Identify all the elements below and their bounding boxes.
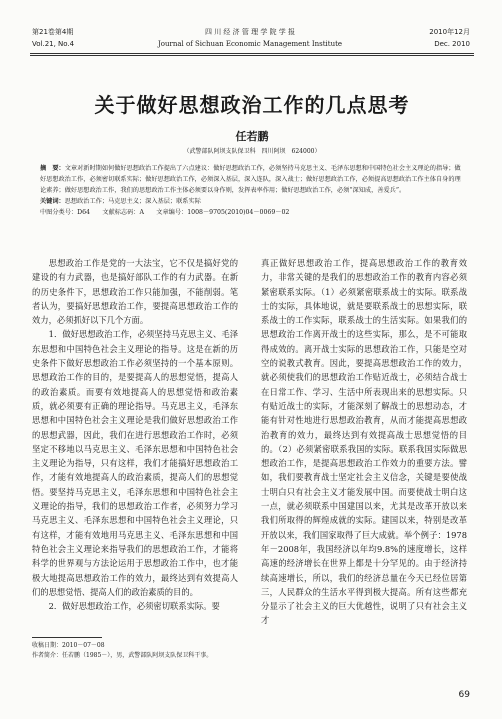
received-date: 收稿日期：2010－07－08 — [32, 642, 105, 649]
volume-issue-en: Vol.21, No.4 — [32, 40, 75, 48]
journal-volume-header — [32, 26, 74, 50]
keywords-text: 思想政治工作；马克思主义；深入基层；联系实际 — [64, 198, 201, 205]
journal-name-en: Journal of Sichuan Economic Management Institute — [157, 40, 343, 48]
keywords-line — [40, 196, 464, 207]
journal-name-header — [150, 26, 350, 50]
volume-issue-cn: 第21卷第4期 — [32, 28, 74, 36]
journal-name-cn: 四 川 经 济 管 理 学 院 学 报 — [204, 28, 296, 36]
footnote — [32, 641, 212, 661]
journal-date-header — [429, 26, 470, 50]
page-number: 69 — [458, 690, 470, 700]
body-column-left — [32, 256, 238, 613]
article-author: 任若鹏 — [235, 130, 269, 143]
body-paragraph: 思想政治工作是党的一大法宝，它不仅是搞好党的建设的有力武器，也是搞好部队工作的有力武器。在新的历史条件下，思想政治工作只能加强，不能削弱。笔者认为，要搞好思想政治工作，要提高思想政治工作的效力，必须抓好以下几个方面。 — [32, 258, 238, 326]
date-en: Dec. 2010 — [434, 40, 470, 48]
abstract-paragraph — [40, 163, 464, 196]
abstract-block — [40, 163, 464, 218]
article-title: 关于做好思想政治工作的几点思考 — [94, 93, 410, 117]
date-cn: 2010年12月 — [429, 28, 470, 36]
footnote-rule — [32, 637, 102, 638]
author-bio: 作者简介：任若鹏（1985－），男，武警部队阿坝支队保卫科干事。 — [32, 652, 213, 659]
keywords-label: 关键词： — [40, 198, 65, 205]
author-affiliation: （武警部队阿坝支队保卫科 四川阿坝 624000） — [183, 148, 321, 155]
body-paragraph: 2．做好思想政治工作，必须密切联系实际。要 — [48, 601, 220, 612]
abstract-text: 文章对新时期如何做好思想政治工作提出了六点建议：做好思想政治工作，必须坚持马克思主义、毛泽东思想和中国特色社会主义理论的指导；做好思想政治工作，必须密切联系实际；做好思想政治工作，必须深入基层，深入连队，深入战士；做好思想政治工作，必须提高思想政治工作主体自身的理论素养；做好思想政治工作，我们的思想政治工作主体必须要以身作则，发挥表率作用；做好思想政治工作，必须“深知成，善爱兵”。 — [40, 165, 461, 194]
abstract-label: 摘 要： — [40, 165, 65, 172]
classification-line: 中图分类号：D64 文献标志码：A 文章编号：1008－9705(2010)04－0069－02 — [40, 209, 290, 216]
header-rule-thin — [30, 55, 474, 56]
body-paragraph: 1．做好思想政治工作，必须坚持马克思主义、毛泽东思想和中国特色社会主义理论的指导。这是在新的历史条件下做好思想政治工作必须坚持的一个基本原则。思想政治工作的目的，是要提高人的思想觉悟，提高人的政治素质。而要有效地提高人的思想觉悟和政治素质，就必须要有正确的理论指导。马克思主义，毛泽东思想和中国特色社会主义理论是我们做好思想政治工作的思想武器，因此，我们在进行思想政治工作时，必须坚定不移地以马克思主义、毛泽东思想和中国特色社会主义理论为指导，只有这样，我们才能搞好思想政治工作，才能有效地提高人的政治素质，提高人们的思想觉悟。要坚持马克思主义，毛泽东思想和中国特色社会主义理论的指导，我们的思想政治工作者，必须努力学习马克思主义、毛泽东思想和中国特色社会主义理论，只有这样，才能有效地用马克思主义、毛泽东思想和中国特色社会主义理论来指导我们的思想政治工作，才能将科学的世界观与方法论运用于思想政治工作中，也才能极大地提高思想政治工作的效力，最终达到有效提高人们的思想觉悟、提高人们的政治素质的目的。 — [32, 329, 238, 597]
body-paragraph: 真正做好思想政治工作，提高思想政治工作的教育效力，非常关键的是我们的思想政治工作的教育内容必须紧密联系实际。（1）必须紧密联系战士的实际。联系战士的实际，具体地说，就是要联系战士的思想实际，联系战士的工作实际，联系战士的生活实际。如果我们的思想政治工作离开战士的这些实际，那么，是不可能取得成效的。离开战士实际的思想政治工作，只能是空对空的说教式教育。因此，要提高思想政治工作的效力，就必须使我们的思想政治工作贴近战士，必须结合战士在日常工作、学习、生活中所表现出来的思想实际。只有贴近战士的实际，才能深刻了解战士的思想动态，才能有针对性地进行思想政治教育，从而才能提高思想政治教育的效力，最终达到有效提高战士思想觉悟的目的。（2）必须紧密联系我国的实际。联系我国实际做思想政治工作，是提高思想政治工作效力的重要方法。譬如，我们要教育战士坚定社会主义信念，关键是要使战士明白只有社会主义才能发展中国。而要使战士明白这一点，就必须联系中国建国以来，尤其是改革开放以来我们所取得的辉煌成就的实际。建国以来，特别是改革开放以来，我们国家取得了巨大成就。举个例子：1978年－2008年，我国经济以年均9.8%的速度增长，这样高速的经济增长在世界上都是十分罕见的。由于经济持续高速增长，所以，我们的经济总量在今天已经位居第三，人民群众的生活水平得到极大提高。所有这些都充分显示了社会主义的巨大优越性，说明了只有社会主义才 — [261, 258, 467, 626]
body-column-right — [261, 256, 467, 628]
header-rule — [30, 53, 474, 54]
